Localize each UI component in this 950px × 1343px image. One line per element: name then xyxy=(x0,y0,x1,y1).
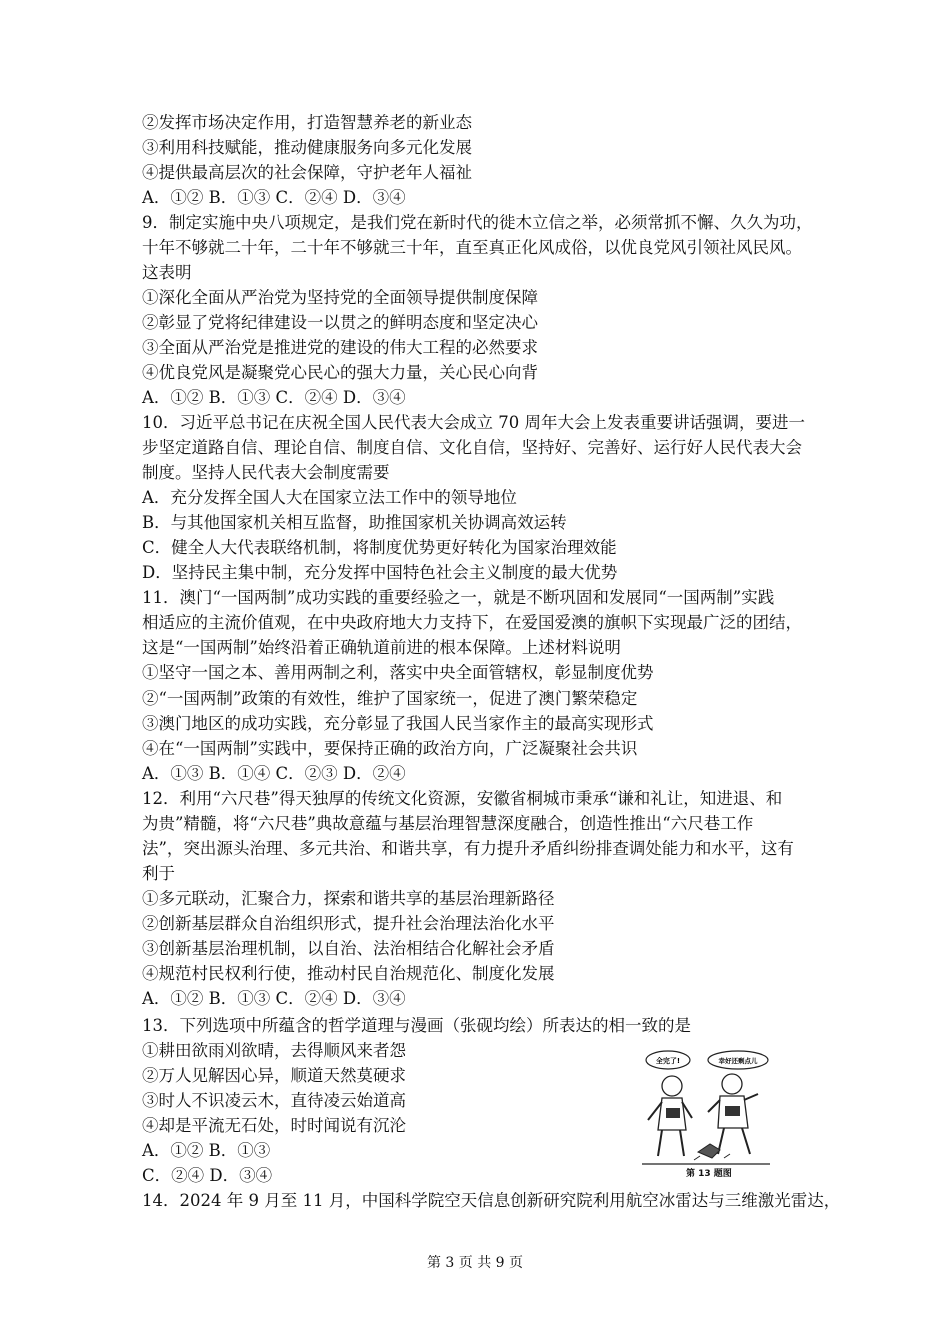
text-line: A．①③ B．①④ C．②③ D．②④ xyxy=(142,764,406,783)
text-line: ④提供最高层次的社会保障，守护老年人福祉 xyxy=(142,163,472,182)
text-line: ③时人不识凌云木，直待凌云始道高 xyxy=(142,1091,406,1110)
text-line: ②彰显了党将纪律建设一以贯之的鲜明态度和坚定决心 xyxy=(142,313,538,332)
text-line: ④优良党风是凝聚党心民心的强大力量，关心民心向背 xyxy=(142,363,538,382)
question-stem-line: 13．下列选项中所蕴含的哲学道理与漫画（张砚均绘）所表达的相一致的是 xyxy=(142,1016,691,1035)
text-line: ②“一国两制”政策的有效性，维护了国家统一，促进了澳门繁荣稳定 xyxy=(142,689,638,708)
text-line: ①深化全面从严治党为坚持党的全面领导提供制度保障 xyxy=(142,288,538,307)
text-line: ④规范村民权利行使，推动村民自治规范化、制度化发展 xyxy=(142,964,555,983)
text-line: C．健全人大代表联络机制，将制度优势更好转化为国家治理效能 xyxy=(142,538,617,557)
text-line: A．①② B．①③ C．②④ D．③④ xyxy=(142,989,406,1008)
page-footer: 第 3 页 共 9 页 xyxy=(426,1255,524,1271)
text-line: ②发挥市场决定作用，打造智慧养老的新业态 xyxy=(142,113,472,132)
text-line: ②创新基层群众自治组织形式，提升社会治理法治化水平 xyxy=(142,914,555,933)
text-line: 法”，突出源头治理、多元共治、和谐共享，有力提升矛盾纠纷排查调处能力和水平，这有 xyxy=(142,839,794,858)
text-line: 十年不够就二十年，二十年不够就三十年，直至真正化风成俗，以优良党风引领社风民风。 xyxy=(142,238,802,257)
cartoon-illustration xyxy=(640,1048,772,1176)
text-line: ①耕田欲雨刈欲晴，去得顺风来者怨 xyxy=(142,1041,406,1060)
question-stem-line: 9．制定实施中央八项规定，是我们党在新时代的徙木立信之举，必须常抓不懈、久久为功， xyxy=(142,213,813,232)
text-line: ④却是平流无石处，时时闻说有沉沦 xyxy=(142,1116,406,1135)
text-line: 相适应的主流价值观，在中央政府地大力支持下，在爱国爱澳的旗帜下实现最广泛的团结， xyxy=(142,613,802,632)
text-line: 步坚定道路自信、理论自信、制度自信、文化自信，坚持好、完善好、运行好人民代表大会 xyxy=(142,438,802,457)
text-line: 制度。坚持人民代表大会制度需要 xyxy=(142,463,390,482)
text-line: ②万人见解因心异，顺道天然莫硬求 xyxy=(142,1066,406,1085)
text-line: 这是“一国两制”始终沿着正确轨道前进的根本保障。上述材料说明 xyxy=(142,638,621,657)
text-line: ③创新基层治理机制，以自治、法治相结合化解社会矛盾 xyxy=(142,939,555,958)
text-line: A．①② B．①③ xyxy=(142,1141,271,1160)
text-line: ③利用科技赋能，推动健康服务向多元化发展 xyxy=(142,138,472,157)
text-line: A．充分发挥全国人大在国家立法工作中的领导地位 xyxy=(142,488,517,507)
question-stem-line: 14．2024 年 9 月至 11 月，中国科学院空天信息创新研究院利用航空冰雷达与三维激光雷达， xyxy=(142,1191,841,1210)
text-line: ①多元联动，汇聚合力，探索和谐共享的基层治理新路径 xyxy=(142,889,555,908)
cartoon-caption: 第 13 题图 xyxy=(686,1169,732,1179)
text-line: ③澳门地区的成功实践，充分彰显了我国人民当家作主的最高实现形式 xyxy=(142,714,654,733)
text-line: 这表明 xyxy=(142,263,192,282)
text-line: ④在“一国两制”实践中，要保持正确的政治方向，广泛凝聚社会共识 xyxy=(142,739,638,758)
text-line: A．①② B．①③ C．②④ D．③④ xyxy=(142,388,406,407)
question-stem-line: 10．习近平总书记在庆祝全国人民代表大会成立 70 周年大会上发表重要讲话强调，要进一 xyxy=(142,413,805,432)
text-line: B．与其他国家机关相互监督，助推国家机关协调高效运转 xyxy=(142,513,567,532)
text-line: ③全面从严治党是推进党的建设的伟大工程的必然要求 xyxy=(142,338,538,357)
text-line: 利于 xyxy=(142,864,175,883)
text-line: C．②④ D．③④ xyxy=(142,1166,273,1185)
bubble-left-text: 全完了! xyxy=(655,1057,681,1065)
bubble-right-text: 幸好还剩点儿 xyxy=(718,1057,758,1065)
text-line: A．①② B．①③ C．②④ D．③④ xyxy=(142,188,406,207)
text-line: D．坚持民主集中制，充分发挥中国特色社会主义制度的最大优势 xyxy=(142,563,618,582)
text-line: ①坚守一国之本、善用两制之利，落实中央全面管辖权，彰显制度优势 xyxy=(142,663,654,682)
question-stem-line: 11．澳门“一国两制”成功实践的重要经验之一，就是不断巩固和发展同“一国两制”实践 xyxy=(142,588,775,607)
question-stem-line: 12．利用“六尺巷”得天独厚的传统文化资源，安徽省桐城市秉承“谦和礼让，知进退、和 xyxy=(142,789,783,808)
text-line: 为贵”精髓，将“六尺巷”典故意蕴与基层治理智慧深度融合，创造性推出“六尺巷工作 xyxy=(142,814,754,833)
